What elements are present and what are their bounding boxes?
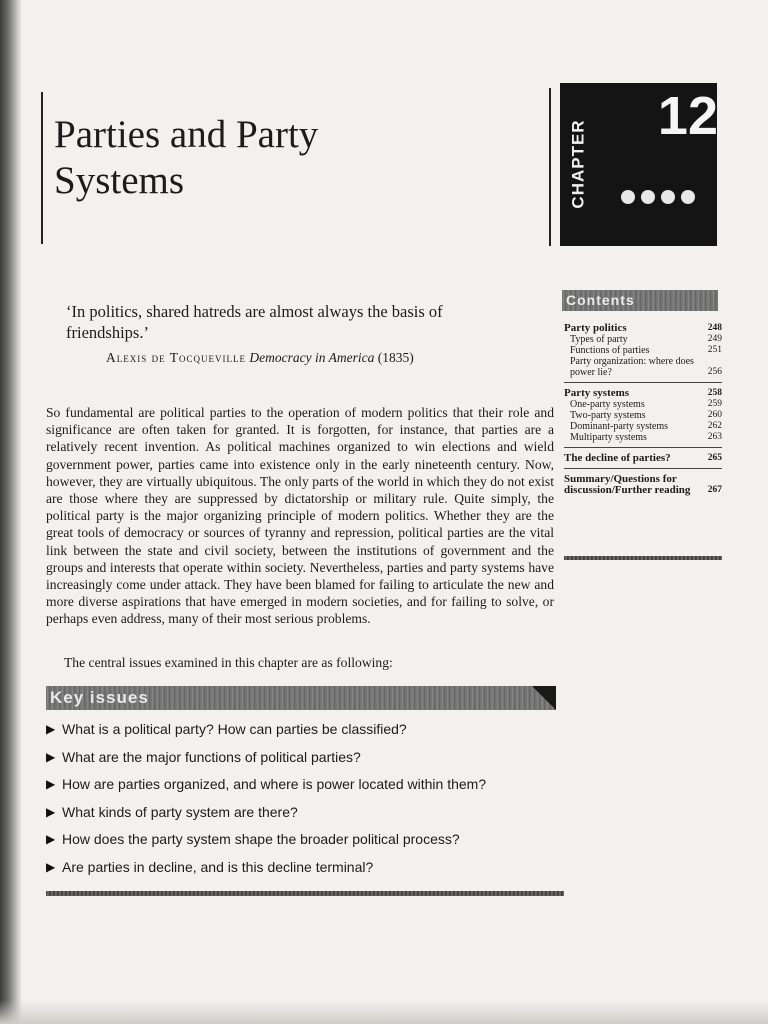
dot-icon (621, 190, 635, 204)
key-issue-item (46, 775, 566, 803)
toc-entry: Summary/Questions for discussion/Further reading 267 (564, 473, 722, 496)
key-issues-banner (46, 686, 556, 710)
triangle-bullet-icon: ▶ (46, 749, 56, 764)
dot-icon (681, 190, 695, 204)
toc-entry: Party organization: where does power lie? 256 (570, 356, 722, 378)
contents-heading: Contents (566, 292, 635, 308)
key-issue-item (46, 830, 566, 858)
key-issue-item (46, 748, 566, 776)
toc-entry: Two-party systems 260 (570, 410, 722, 421)
chapter-word-label: CHAPTER (569, 119, 589, 209)
title-rule-right (549, 88, 551, 246)
table-of-contents (564, 322, 722, 496)
triangle-bullet-icon: ▶ (46, 859, 56, 874)
banner-corner-triangle (532, 686, 556, 710)
toc-entry: Dominant-party systems 262 (570, 421, 722, 432)
triangle-bullet-icon: ▶ (46, 722, 56, 736)
toc-entry: Party systems 258 (564, 387, 722, 399)
epigraph-attribution (106, 349, 526, 367)
contents-banner (562, 290, 718, 311)
key-issue-text: What kinds of party system are there? (62, 803, 298, 820)
epigraph-author: Alexis de Tocqueville (106, 350, 246, 365)
key-issues-list (46, 720, 566, 886)
toc-entry: Party politics 248 (564, 322, 722, 334)
triangle-bullet-icon: ▶ (46, 804, 56, 819)
toc-entry: One-party systems 259 (570, 399, 722, 410)
key-issues-heading: Key issues (50, 688, 149, 707)
page-binding-edge (0, 0, 22, 1024)
dot-icon (641, 190, 655, 204)
title-rule-left (41, 92, 43, 244)
epigraph-quote: ‘In politics, shared hatreds are almost always the basis of friendships.’ (66, 302, 443, 342)
key-issue-text: What are the major functions of political parties? (62, 748, 361, 765)
key-issues-bottom-rule (46, 891, 564, 896)
epigraph-year: (1835) (377, 350, 414, 365)
toc-entry: Types of party 249 (570, 334, 722, 345)
chapter-title (54, 112, 454, 204)
triangle-bullet-icon: ▶ (46, 777, 56, 792)
epigraph-work: Democracy in America (249, 350, 375, 365)
key-issue-text: Are parties in decline, and is this decline terminal? (62, 858, 374, 875)
triangle-bullet-icon: ▶ (46, 832, 56, 847)
toc-entry: Functions of parties 251 (570, 345, 722, 356)
toc-entry: Multiparty systems 263 (570, 432, 722, 443)
key-issue-item (46, 803, 566, 831)
key-issue-text: How does the party system shape the broader political process? (62, 831, 460, 848)
toc-entry: The decline of parties? 265 (564, 452, 722, 464)
key-issue-item (46, 720, 566, 748)
chapter-title-line-1: Parties and Party (54, 113, 319, 156)
chapter-number: 12 (657, 86, 718, 146)
body-paragraph-2: The central issues examined in this chapter are as following: (64, 655, 393, 670)
chapter-title-line-2: Systems (54, 159, 185, 202)
toc-divider (564, 447, 722, 448)
page-bottom-shadow (0, 1000, 768, 1024)
chapter-dots-ornament (621, 190, 695, 204)
body-paragraph-1: So fundamental are political parties to the operation of modern politics that their role and significance are often taken for granted. It is forgotten, for instance, that parties are a relatively recent invention. As political machines organized to win elections and wield government power, parties came into existence only in the early nineteenth century. Now, however, they are virtually ubiquitous. The only parts of the world in which they do not exist are those where they are suppressed by dictatorship or military rule. Quite simply, the political party is the major organizing principle of modern politics. Whether they are the great tools of democracy or sources of tyranny and repression, political parties are the vital link between the state and civil society, between the institutions of government and the groups and interests that operate within society. Nevertheless, parties and party systems have increasingly come under attack. They have been blamed for failing to articulate the new and more diverse aspirations that have emerged in modern societies, and for failing to solve, or perhaps even address, many of their most serious problems. (46, 405, 554, 627)
key-issue-text: What is a political party? How can parties be classified? (62, 721, 407, 737)
toc-divider (564, 468, 722, 469)
key-issue-item (46, 858, 566, 886)
key-issue-text: How are parties organized, and where is power located within them? (62, 776, 487, 793)
toc-divider (564, 382, 722, 383)
contents-bottom-rule (564, 556, 722, 560)
dot-icon (661, 190, 675, 204)
